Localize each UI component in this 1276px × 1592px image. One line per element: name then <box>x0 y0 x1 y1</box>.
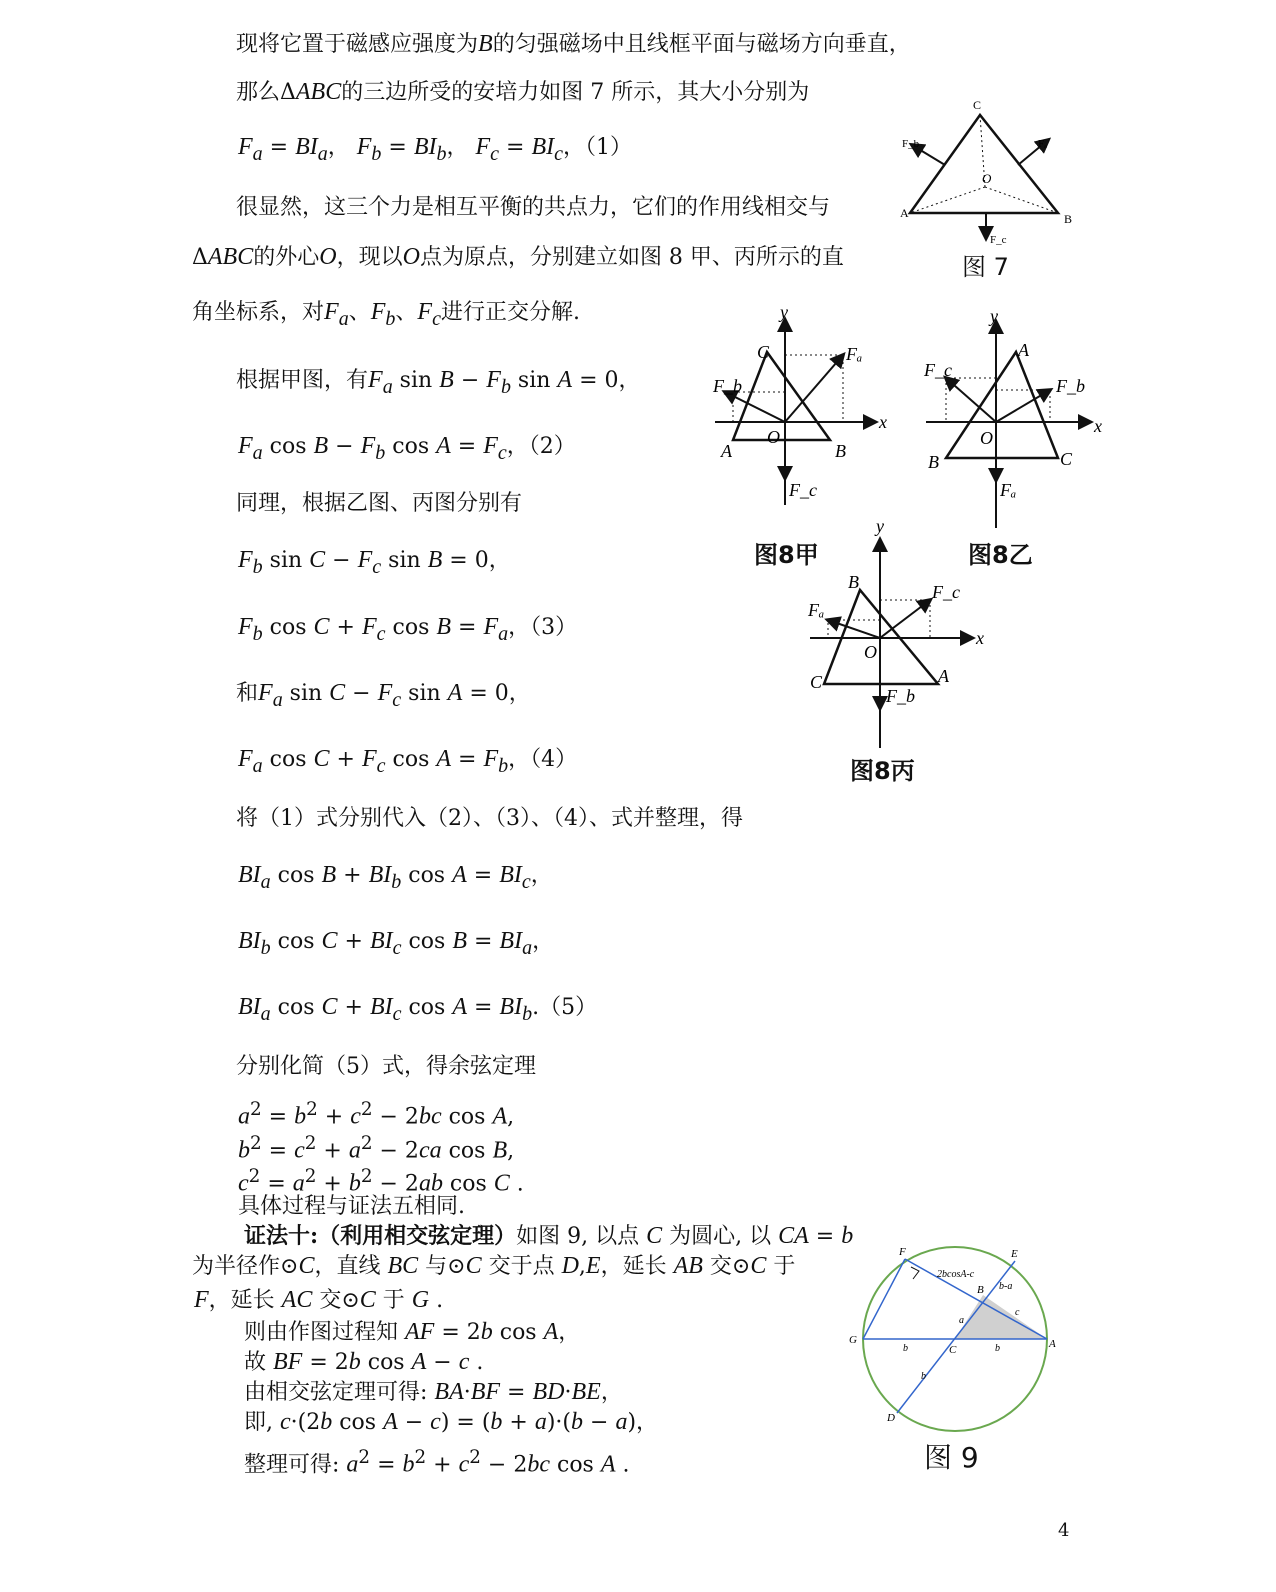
text-line-18: 分别化简（5）式，得余弦定理 <box>236 1054 536 1079</box>
text-line-8: $F_a$ $\cos B - F_b$ $\cos A = F_c$，（2） <box>238 433 576 464</box>
svg-text:C: C <box>973 98 982 112</box>
svg-text:B: B <box>835 441 846 461</box>
svg-text:C: C <box>1060 449 1073 469</box>
svg-text:Fₐ: Fₐ <box>808 600 825 620</box>
svg-text:O: O <box>767 427 780 447</box>
svg-text:2bcosA-c: 2bcosA-c <box>937 1269 975 1280</box>
text-line-27: 故 BF = 2b cos A − c . <box>244 1349 484 1375</box>
svg-text:y: y <box>990 306 998 326</box>
svg-text:b: b <box>921 1371 926 1382</box>
svg-text:F_c: F_c <box>932 582 960 602</box>
text-line-26: 则由作图过程知 AF = 2b cos A， <box>244 1319 581 1345</box>
figure-8c-caption: 图8丙 <box>850 757 915 785</box>
figure-8c <box>800 512 1000 752</box>
text-line-10: $F_b$ $\sin C - F_c$ sin B = 0， <box>238 547 511 578</box>
text-line-1: 现将它置于磁感应强度为B的匀强磁场中且线框平面与磁场方向垂直， <box>236 31 911 57</box>
figure-9 <box>845 1245 1065 1435</box>
text-line-12: 和$F_a$ $\sin C - F_c$ sin A = 0， <box>236 680 531 711</box>
text-line-5: ΔABC的外心O，现以O点为原点，分别建立如图 8 甲、丙所示的直 <box>192 244 844 270</box>
text-line-30: 整理可得: $a^2 = b^2 + c^2 - 2bc$ cos A . <box>244 1447 630 1478</box>
text-line-23: 证法十:（利用相交弦定理）如图 9, 以点 C 为圆心, 以 CA = b <box>244 1223 854 1249</box>
svg-text:x: x <box>879 412 887 432</box>
svg-text:D: D <box>887 1412 895 1424</box>
figure-8b <box>918 300 1118 530</box>
text-line-15: $BI_a$ $\cos B + BI_b$ $\cos A = BI_c$， <box>238 862 553 893</box>
svg-text:y: y <box>780 302 788 322</box>
figure-9-caption: 图 9 <box>924 1441 979 1474</box>
text-line-3: $F_a = BI_a$， $F_b = BI_b$， $F_c = BI_c$，（1） <box>238 134 633 165</box>
svg-text:c: c <box>1015 1307 1020 1318</box>
figure-8b-caption: 图8乙 <box>968 541 1033 569</box>
text-line-13: $F_a$ $\cos C + F_c$ $\cos A = F_b$，（4） <box>238 746 578 777</box>
text-line-24: 为半径作⊙C，直线 BC 与⊙C 交于点 D,E，延长 AB 交⊙C 于 <box>192 1253 796 1279</box>
svg-text:b: b <box>903 1343 908 1354</box>
svg-text:F_b: F_b <box>902 138 920 150</box>
svg-text:B: B <box>977 1284 984 1296</box>
text-line-2: 那么ΔABC的三边所受的安培力如图 7 所示，其大小分别为 <box>236 79 810 105</box>
figure-7-caption: 图 7 <box>962 253 1009 281</box>
svg-text:F_c: F_c <box>990 234 1007 246</box>
text-line-7: 根据甲图，有$F_a$ $\sin B - F_b$ sin A = 0， <box>236 367 641 398</box>
svg-text:F_b: F_b <box>1056 376 1085 396</box>
figure-8a <box>705 300 905 530</box>
svg-text:C: C <box>810 672 823 692</box>
svg-text:Fₐ: Fₐ <box>1000 480 1017 500</box>
svg-text:A: A <box>721 441 732 461</box>
text-line-16: $BI_b$ $\cos C + BI_c$ $\cos B = BI_a$， <box>238 928 555 959</box>
svg-text:E: E <box>1011 1248 1018 1260</box>
text-line-20: $b^2 = c^2 + a^2 - 2ca$ cos B, <box>238 1133 515 1164</box>
svg-text:C: C <box>949 1344 957 1356</box>
text-line-21: $c^2 = a^2 + b^2 - 2ab$ cos C . <box>238 1166 524 1197</box>
text-line-6: 角坐标系，对$F_a$、$F_b$、$F_c$进行正交分解. <box>192 299 580 330</box>
svg-text:A: A <box>938 666 949 686</box>
text-line-14: 将（1）式分别代入（2）、（3）、（4）、式并整理，得 <box>236 806 743 831</box>
svg-text:C: C <box>757 342 770 362</box>
svg-text:O: O <box>980 428 993 448</box>
text-line-17: $BI_a$ $\cos C + BI_c$ $\cos A = BI_b.(5)$ <box>238 994 598 1025</box>
svg-text:B: B <box>928 452 939 472</box>
svg-text:y: y <box>876 516 884 536</box>
svg-text:A: A <box>1018 340 1029 360</box>
svg-text:Fₐ: Fₐ <box>1038 138 1048 150</box>
figure-8a-caption: 图8甲 <box>754 541 819 569</box>
text-line-11: $F_b$ $\cos C + F_c$ $\cos B = F_a$，（3） <box>238 614 578 645</box>
svg-text:F_c: F_c <box>924 360 952 380</box>
svg-text:B: B <box>848 572 859 592</box>
svg-text:G: G <box>849 1334 857 1346</box>
svg-text:O: O <box>982 171 992 186</box>
figure-7 <box>890 95 1090 255</box>
text-line-28: 由相交弦定理可得: BA·BF = BD·BE， <box>244 1379 623 1405</box>
svg-text:b-a: b-a <box>999 1281 1013 1292</box>
text-line-19: $a^2 = b^2 + c^2 - 2bc$ cos A, <box>238 1099 515 1130</box>
svg-text:B: B <box>1064 212 1073 226</box>
text-line-29: 即, c·(2b cos A − c) = (b + a)·(b − a)， <box>244 1409 659 1435</box>
svg-text:x: x <box>976 628 984 648</box>
text-line-4: 很显然，这三个力是相互平衡的共点力，它们的作用线相交与 <box>236 195 831 220</box>
svg-text:Fₐ: Fₐ <box>846 344 863 364</box>
svg-text:F_b: F_b <box>713 376 742 396</box>
svg-text:F_c: F_c <box>789 480 817 500</box>
svg-text:b: b <box>995 1343 1000 1354</box>
svg-text:O: O <box>864 642 877 662</box>
page-number: 4 <box>1058 1520 1070 1541</box>
svg-text:A: A <box>1049 1338 1056 1350</box>
text-line-22: 具体过程与证法五相同. <box>238 1194 465 1219</box>
svg-text:x: x <box>1094 416 1102 436</box>
svg-text:A: A <box>900 206 909 220</box>
svg-text:F: F <box>899 1246 906 1258</box>
svg-text:a: a <box>959 1315 964 1326</box>
text-line-25: F，延长 AC 交⊙C 于 G . <box>194 1287 444 1313</box>
svg-text:F_b: F_b <box>886 686 915 706</box>
text-line-9: 同理，根据乙图、丙图分别有 <box>236 491 523 516</box>
